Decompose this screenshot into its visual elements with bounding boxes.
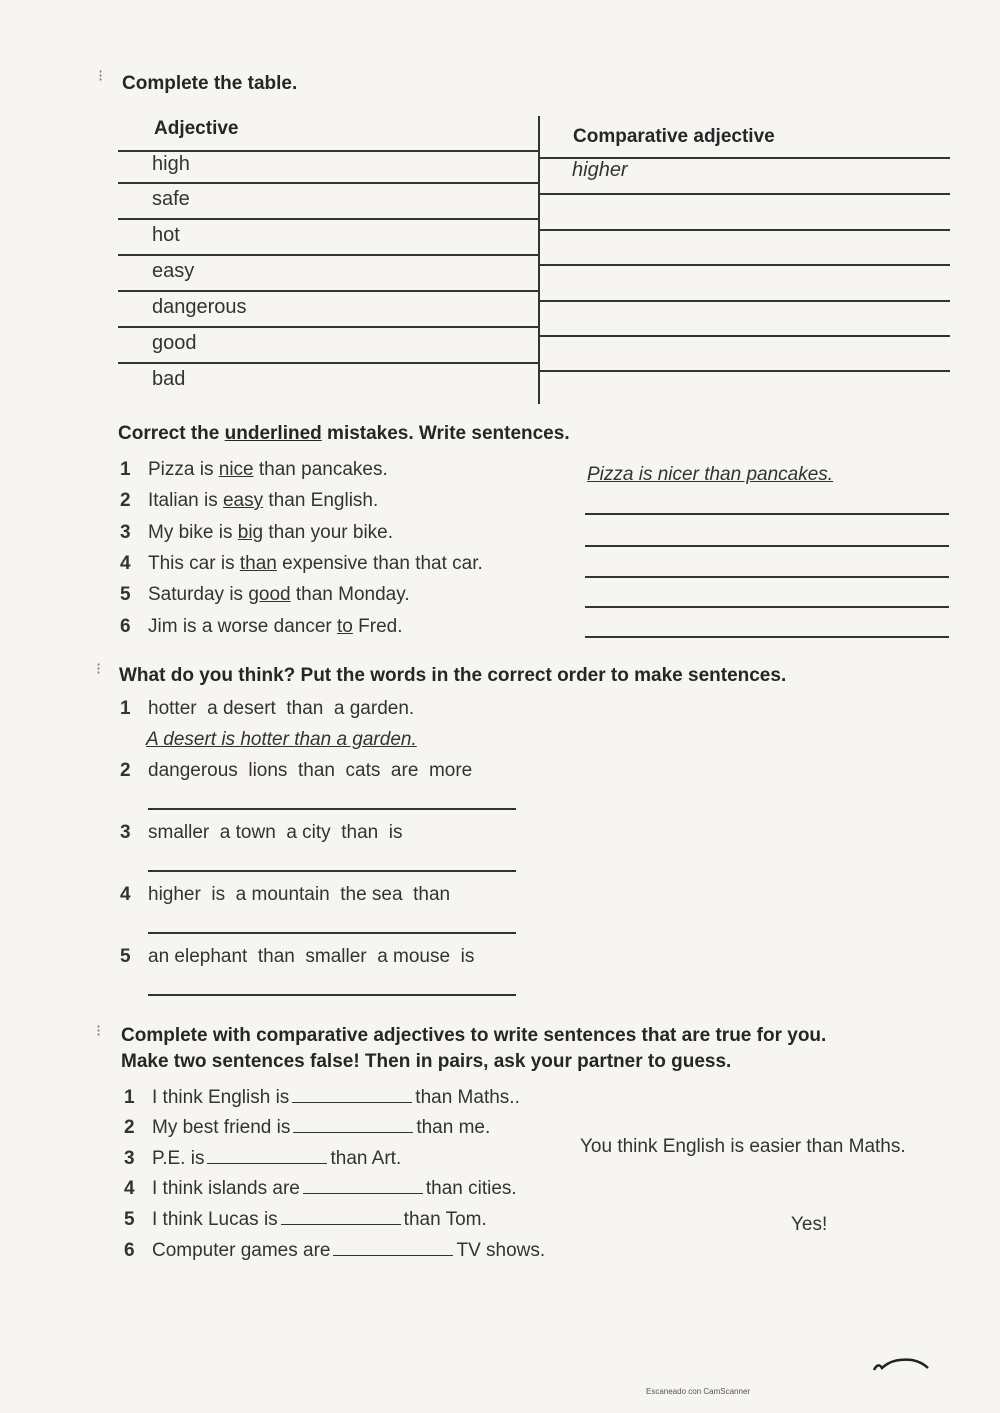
answer-example: Pizza is nicer than pancakes. xyxy=(587,464,834,485)
answer-example: A desert is hotter than a garden. xyxy=(146,729,417,750)
table-header-adjective: Adjective xyxy=(154,118,239,139)
speech-bubble-text: You think English is easier than Maths. xyxy=(580,1136,906,1157)
list-item: 4 This car is than expensive than that car. xyxy=(120,553,483,574)
list-item: 4 higher is a mountain the sea than xyxy=(120,884,451,905)
table-cell-adjective: good xyxy=(152,332,197,354)
table-cell-adjective: high xyxy=(152,153,190,175)
table-cell-comparative[interactable]: higher xyxy=(572,159,628,181)
answer-line[interactable] xyxy=(585,636,949,638)
speech-bubble-reply: Yes! xyxy=(791,1214,828,1235)
list-item: 5 an elephant than smaller a mouse is xyxy=(120,946,475,967)
section-bullet: ⁝ xyxy=(98,68,104,85)
table-cell-adjective: bad xyxy=(152,368,186,390)
section2-heading: Correct the underlined mistakes. Write sentences. xyxy=(118,423,570,444)
section-bullet: ⁝ xyxy=(96,661,102,678)
list-item: 2 dangerous lions than cats are more xyxy=(120,760,473,781)
list-item: 5 Saturday is good than Monday. xyxy=(120,584,410,605)
list-item: 1 hotter a desert than a garden. xyxy=(120,698,415,719)
fill-blank[interactable] xyxy=(207,1148,327,1164)
list-item: 3 smaller a town a city than is xyxy=(120,822,403,843)
fill-blank[interactable] xyxy=(281,1209,401,1225)
fill-blank[interactable] xyxy=(303,1178,423,1194)
table-cell-adjective: easy xyxy=(152,260,195,282)
section4-heading-line1: Complete with comparative adjectives to write sentences that are true for you. xyxy=(121,1025,827,1046)
table-divider xyxy=(538,116,540,404)
section-bullet: ⁝ xyxy=(96,1023,102,1040)
answer-line[interactable] xyxy=(585,545,949,547)
answer-line[interactable] xyxy=(148,994,516,996)
table-cell-adjective: dangerous xyxy=(152,296,247,318)
answer-line[interactable] xyxy=(585,513,949,515)
camscanner-logo-icon xyxy=(872,1356,932,1376)
list-item: 1 I think English is than Maths.. xyxy=(124,1087,520,1108)
table-cell-adjective: hot xyxy=(152,224,180,246)
answer-line[interactable] xyxy=(148,808,516,810)
list-item: 3 My bike is big than your bike. xyxy=(120,522,394,543)
section4-heading-line2: Make two sentences false! Then in pairs, ask your partner to guess. xyxy=(121,1051,732,1072)
section3-heading: What do you think? Put the words in the correct order to make sentences. xyxy=(119,665,787,686)
answer-line[interactable] xyxy=(585,576,949,578)
comparative-table xyxy=(118,112,950,404)
list-item: 5 I think Lucas is than Tom. xyxy=(124,1209,487,1230)
table-header-comparative: Comparative adjective xyxy=(573,126,775,147)
list-item: 3 P.E. is than Art. xyxy=(124,1148,402,1169)
list-item: 1 Pizza is nice than pancakes. xyxy=(120,459,388,480)
list-item: 6 Computer games are TV shows. xyxy=(124,1240,546,1261)
list-item: 2 Italian is easy than English. xyxy=(120,490,379,511)
fill-blank[interactable] xyxy=(333,1240,453,1256)
table-cell-adjective: safe xyxy=(152,188,190,210)
answer-line[interactable] xyxy=(148,870,516,872)
list-item: 4 I think islands are than cities. xyxy=(124,1178,517,1199)
fill-blank[interactable] xyxy=(292,1087,412,1103)
scanner-footer: Escaneado con CamScanner xyxy=(646,1387,751,1396)
answer-line[interactable] xyxy=(585,606,949,608)
answer-line[interactable] xyxy=(148,932,516,934)
list-item: 6 Jim is a worse dancer to Fred. xyxy=(120,616,403,637)
section1-heading: Complete the table. xyxy=(122,73,298,94)
list-item: 2 My best friend is than me. xyxy=(124,1117,491,1138)
fill-blank[interactable] xyxy=(293,1117,413,1133)
